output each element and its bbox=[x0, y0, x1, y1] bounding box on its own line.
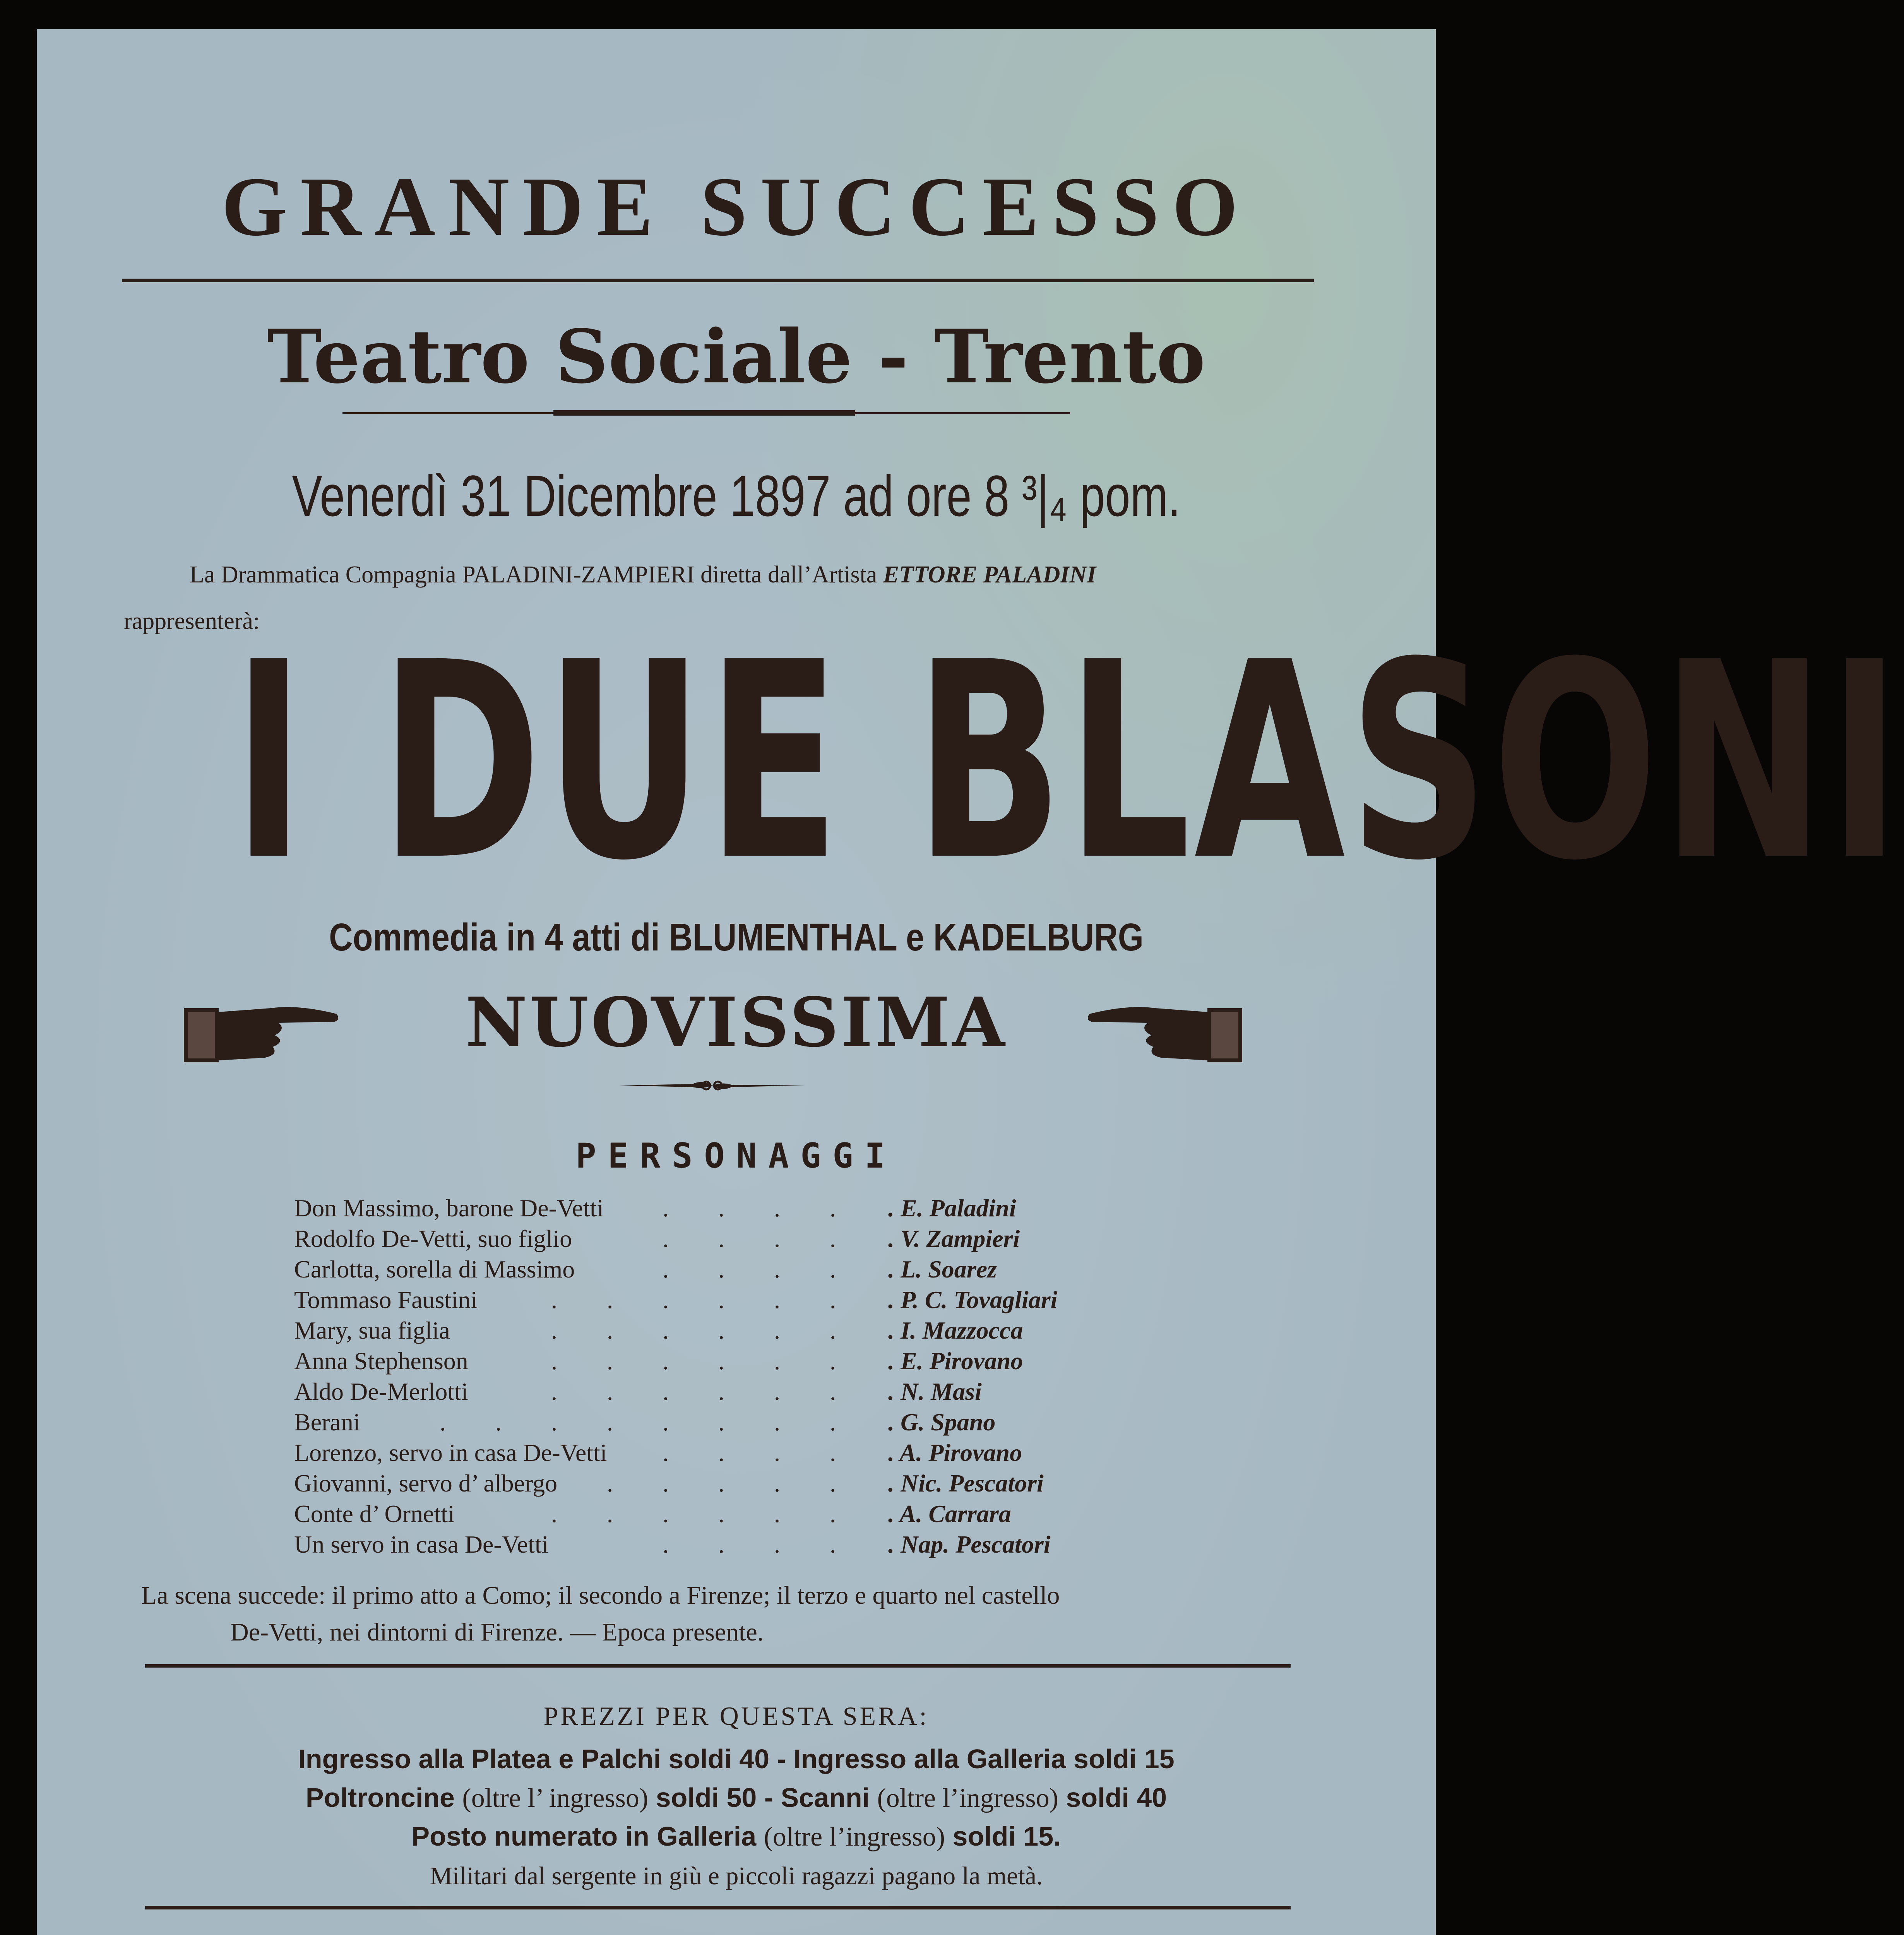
cast-leader-dots: . . . . bbox=[663, 1194, 836, 1222]
cast-row bbox=[294, 1224, 1145, 1255]
price-line-1: Ingresso alla Platea e Palchi soldi 40 - Ingresso alla Galleria soldi 15 bbox=[298, 1744, 1175, 1774]
cast-row bbox=[294, 1347, 1145, 1377]
cast-leader-dots: . . . . . bbox=[607, 1469, 836, 1497]
cast-role: Mary, sua figlia bbox=[294, 1317, 450, 1344]
cast-row bbox=[294, 1255, 1145, 1286]
cast-role: Aldo De-Merlotti bbox=[294, 1378, 468, 1405]
price-2-part-a: Poltroncine bbox=[305, 1783, 455, 1813]
cast-heading: PERSONAGGI bbox=[575, 1136, 897, 1176]
scene-line-1: La scena succede: il primo atto a Como; il secondo a Firenze; il terzo e quarto nel castello bbox=[141, 1581, 1060, 1610]
price-2-part-d: (oltre l’ingresso) bbox=[877, 1783, 1058, 1813]
cast-row bbox=[294, 1286, 1145, 1316]
cast-leader-dots: . . . . . . bbox=[551, 1347, 836, 1375]
date-line: Venerdì 31 Dicembre 1897 ad ore 8 ³|₄ pom. bbox=[292, 463, 1181, 528]
price-3-part-a: Posto numerato in Galleria bbox=[411, 1821, 757, 1851]
price-3-part-c: soldi 15. bbox=[952, 1821, 1061, 1851]
cast-row bbox=[294, 1377, 1145, 1408]
cast-row bbox=[294, 1469, 1145, 1500]
cast-row bbox=[294, 1194, 1145, 1224]
cast-actor: . Nic. Pescatori bbox=[888, 1469, 1044, 1497]
cast-row bbox=[294, 1438, 1145, 1469]
ornament-divider-icon bbox=[619, 1074, 805, 1097]
cast-role: Tommaso Faustini bbox=[294, 1286, 478, 1313]
cast-actor: . E. Paladini bbox=[888, 1194, 1016, 1222]
cast-row bbox=[294, 1408, 1145, 1438]
cast-leader-dots: . . . . . . bbox=[551, 1500, 836, 1527]
tagline-nuovissima: NUOVISSIMA bbox=[465, 983, 1007, 1062]
poster-sheet bbox=[37, 29, 1904, 1935]
cast-actor: . P. C. Tovagliari bbox=[888, 1286, 1058, 1313]
cast-row bbox=[294, 1316, 1145, 1347]
cast-leader-dots: . . . . . . bbox=[551, 1286, 836, 1313]
rule-prices-top bbox=[145, 1664, 1291, 1668]
cast-row bbox=[294, 1530, 1145, 1561]
cast-actor: . L. Soarez bbox=[888, 1255, 997, 1283]
rule-theatre-thick bbox=[553, 410, 855, 416]
header-grande-successo: GRANDE SUCCESSO bbox=[221, 160, 1251, 253]
cast-role: Lorenzo, servo in casa De-Vetti bbox=[294, 1439, 607, 1466]
cast-role: Berani bbox=[294, 1408, 360, 1436]
cast-role: Conte d’ Ornetti bbox=[294, 1500, 455, 1527]
price-3-part-b: (oltre l’ingresso) bbox=[764, 1822, 945, 1852]
prices-heading: PREZZI PER QUESTA SERA: bbox=[543, 1701, 929, 1731]
theatre-name: Teatro Sociale - Trento bbox=[267, 313, 1205, 400]
price-line-2 bbox=[37, 1782, 1436, 1814]
cast-row bbox=[294, 1500, 1145, 1530]
cast-role: Un servo in casa De-Vetti bbox=[294, 1531, 549, 1558]
pointing-hand-left-icon bbox=[1082, 993, 1244, 1066]
price-2-part-e: soldi 40 bbox=[1066, 1783, 1167, 1813]
cast-actor: . Nap. Pescatori bbox=[888, 1531, 1051, 1558]
cast-leader-dots: . . . . . . bbox=[551, 1378, 836, 1405]
cast-role: Giovanni, servo d’ albergo bbox=[294, 1469, 558, 1497]
cast-leader-dots: . . . . bbox=[663, 1439, 836, 1466]
cast-role: Don Massimo, barone De-Vetti bbox=[294, 1194, 604, 1222]
cast-leader-dots: . . . . bbox=[663, 1255, 836, 1283]
cast-actor: . I. Mazzocca bbox=[888, 1317, 1023, 1344]
cast-leader-dots: . . . . bbox=[663, 1225, 836, 1252]
price-2-part-c: soldi 50 - Scanni bbox=[656, 1783, 870, 1813]
play-title: I DUE BLASONI bbox=[233, 604, 1904, 920]
rappresentera-text: rappresenterà: bbox=[124, 608, 260, 634]
cast-actor: . A. Carrara bbox=[888, 1500, 1011, 1527]
company-director: ETTORE PALADINI bbox=[883, 562, 1096, 588]
cast-leader-dots: . . . . . . bbox=[551, 1317, 836, 1344]
cast-role: Rodolfo De-Vetti, suo figlio bbox=[294, 1225, 572, 1252]
cast-leader-dots: . . . . . . . . bbox=[440, 1408, 836, 1436]
company-prefix: La Drammatica Compagnia PALADINI-ZAMPIERI diretta dall’Artista bbox=[190, 562, 877, 588]
cast-actor: . V. Zampieri bbox=[888, 1225, 1020, 1252]
cast-actor: . A. Pirovano bbox=[888, 1439, 1022, 1466]
price-2-part-b: (oltre l’ ingresso) bbox=[462, 1783, 649, 1813]
cast-actor: . N. Masi bbox=[888, 1378, 982, 1405]
price-line-3 bbox=[37, 1821, 1436, 1853]
cast-leader-dots: . . . . bbox=[663, 1531, 836, 1558]
rule-prices-bottom bbox=[145, 1906, 1291, 1909]
cast-actor: . E. Pirovano bbox=[888, 1347, 1023, 1375]
play-subtitle: Commedia in 4 atti di BLUMENTHAL e KADELBURG bbox=[329, 916, 1144, 959]
price-line-4: Militari dal sergente in giù e piccoli ragazzi pagano la metà. bbox=[430, 1862, 1043, 1890]
scene-line-2: De-Vetti, nei dintorni di Firenze. — Epoca presente. bbox=[230, 1618, 764, 1646]
company-line bbox=[190, 561, 1096, 589]
cast-actor: . G. Spano bbox=[888, 1408, 996, 1436]
cast-role: Carlotta, sorella di Massimo bbox=[294, 1255, 575, 1283]
rule-top bbox=[122, 279, 1314, 282]
cast-role: Anna Stephenson bbox=[294, 1347, 468, 1375]
